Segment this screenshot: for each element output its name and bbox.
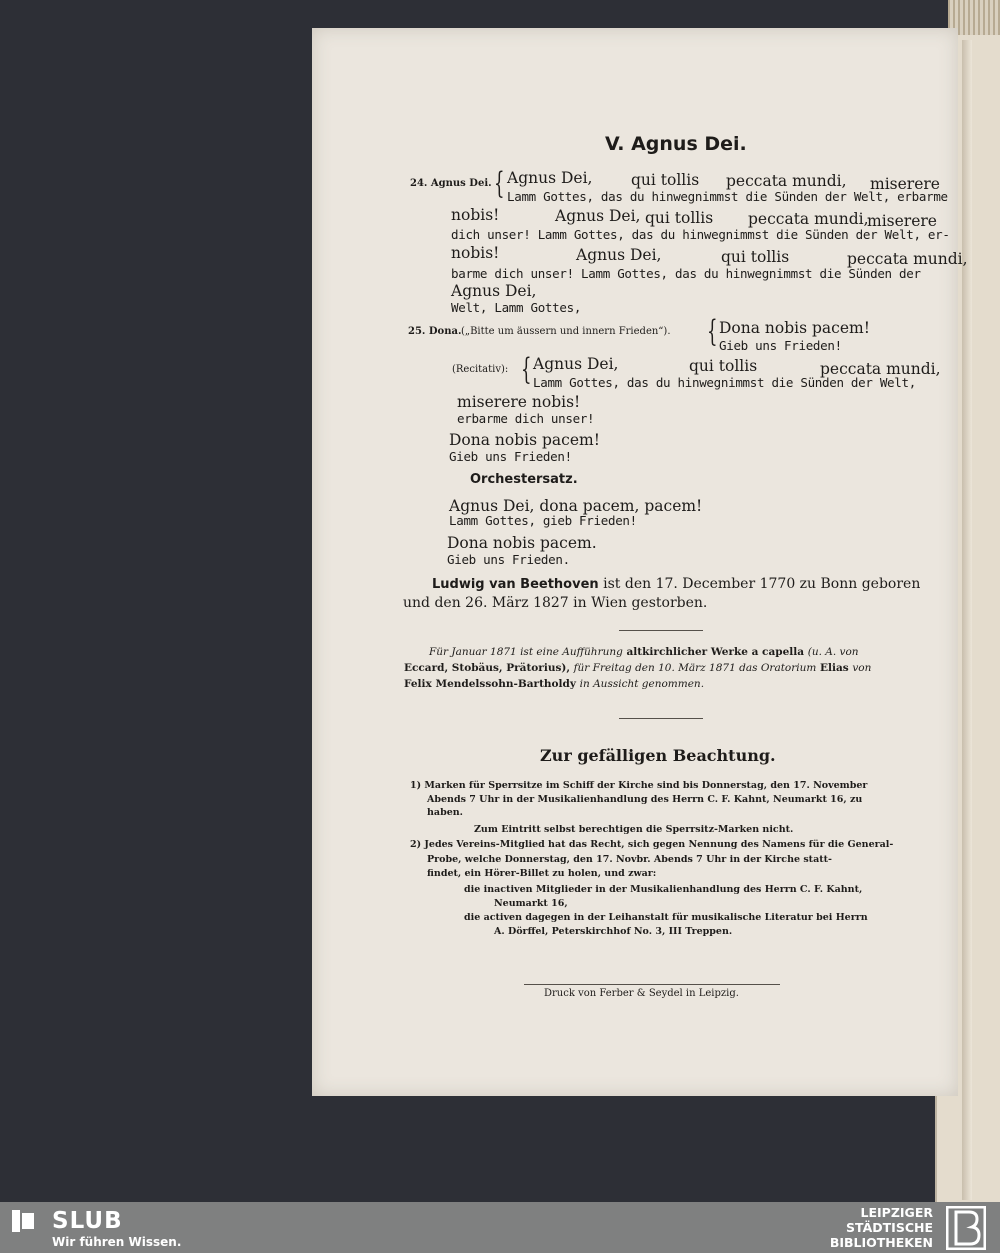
beethoven-text: ist den 17. December 1770 zu Bonn geboren [603, 576, 921, 592]
beethoven-name: Ludwig van Beethoven [432, 577, 599, 592]
announcement-line-1 [429, 646, 859, 658]
latin-text: nobis! [451, 206, 500, 224]
lsb-line: STÄDTISCHE [846, 1220, 933, 1235]
slub-tagline: Wir führen Wissen. [52, 1235, 182, 1249]
brace: { [494, 166, 505, 201]
notice-text: haben. [427, 807, 463, 818]
latin-text: peccata mundi, [820, 360, 941, 378]
slub-logo-icon [12, 1210, 34, 1232]
announcement-line-2 [404, 662, 871, 674]
divider [619, 718, 703, 719]
latin-text: peccata mundi, [748, 210, 869, 228]
announcement-text: in Aussicht genommen. [579, 678, 705, 690]
slub-name[interactable]: SLUB [52, 1208, 123, 1234]
announcement-text: Für Januar 1871 ist eine Aufführung [429, 646, 623, 658]
number-25-subtitle: („Bitte um äussern und innern Frieden“). [461, 326, 671, 337]
latin-text: Agnus Dei, [576, 246, 662, 264]
announcement-text: Elias [820, 662, 849, 674]
beethoven-line-1 [432, 576, 920, 592]
latin-text: Agnus Dei, [507, 169, 593, 187]
notice-text: 1) Marken für Sperrsitze im Schiff der Kirche sind bis Donnerstag, den 17. November [410, 780, 868, 791]
latin-text: qui tollis [721, 248, 790, 266]
german-text: Gieb uns Frieden! [719, 338, 842, 353]
notice-text: findet, ein Hörer-Billet zu holen, und zwar: [427, 868, 657, 879]
notice-text: 2) Jedes Vereins-Mitglied hat das Recht, sich gegen Nennung des Namens für die General- [410, 839, 894, 850]
latin-text: Dona nobis pacem! [719, 319, 870, 337]
notice-text: Probe, welche Donnerstag, den 17. Novbr. Abends 7 Uhr in der Kirche statt- [427, 854, 832, 865]
notice-text: Zum Eintritt selbst berechtigen die Sperrsitz-Marken nicht. [474, 824, 794, 835]
latin-text: Agnus Dei, [533, 355, 619, 373]
announcement-text: Felix Mendelssohn-Bartholdy [404, 678, 576, 690]
lsb-name[interactable] [830, 1205, 933, 1250]
recitativ-label: (Recitativ): [452, 364, 509, 375]
latin-text: peccata mundi, [726, 172, 847, 190]
notice-text: die activen dagegen in der Leihanstalt für musikalische Literatur bei Herrn [464, 912, 868, 923]
latin-text: miserere [867, 212, 937, 230]
number-24-label: 24. Agnus Dei. [410, 178, 492, 189]
latin-text: nobis! [451, 244, 500, 262]
latin-text: Dona nobis pacem. [447, 534, 597, 552]
brace: { [521, 352, 532, 387]
german-text: Lamm Gottes, gieb Frieden! [449, 513, 637, 528]
orchestersatz-heading: Orchestersatz. [470, 472, 578, 487]
german-text: Gieb uns Frieden! [449, 449, 572, 464]
latin-text: qui tollis [645, 209, 714, 227]
book-spine-shadow [962, 40, 972, 1200]
german-text: dich unser! Lamm Gottes, das du hinwegnimmst die Sünden der Welt, er- [451, 227, 950, 242]
german-text: Welt, Lamm Gottes, [451, 300, 582, 315]
latin-text: peccata mundi, [847, 250, 968, 268]
announcement-text: von [852, 662, 872, 674]
latin-text: miserere [870, 175, 940, 193]
brace: { [707, 314, 718, 349]
german-text: Lamm Gottes, das du hinwegnimmst die Sünden der Welt, erbarme [507, 189, 948, 204]
latin-text: miserere nobis! [457, 393, 581, 411]
latin-text: Agnus Dei, [555, 207, 641, 225]
german-text: Lamm Gottes, das du hinwegnimmst die Sünden der Welt, [533, 375, 916, 390]
announcement-text: altkirchlicher Werke a capella [626, 646, 805, 658]
announcement-line-3 [404, 678, 704, 690]
notice-title: Zur gefälligen Beachtung. [540, 746, 776, 765]
german-text: barme dich unser! Lamm Gottes, das du hinwegnimmst die Sünden der [451, 266, 921, 281]
divider [524, 984, 780, 985]
latin-text: qui tollis [631, 171, 700, 189]
latin-text: qui tollis [689, 357, 758, 375]
notice-text: Neumarkt 16, [494, 898, 568, 909]
announcement-text: Eccard, Stobäus, Prätorius), [404, 662, 570, 674]
lsb-line: LEIPZIGER [860, 1205, 933, 1220]
notice-text: A. Dörffel, Peterskirchhof No. 3, III Treppen. [494, 926, 733, 937]
footer-bar [0, 1202, 1000, 1253]
beethoven-line-2: und den 26. März 1827 in Wien gestorben. [403, 595, 708, 611]
document-page [312, 28, 968, 1096]
lsb-line: BIBLIOTHEKEN [829, 1235, 933, 1250]
number-25-label: 25. Dona. [408, 326, 462, 337]
section-title: V. Agnus Dei. [605, 133, 747, 155]
german-text: erbarme dich unser! [457, 411, 595, 426]
german-text: Gieb uns Frieden. [447, 552, 570, 567]
latin-text: Agnus Dei, [451, 282, 537, 300]
printer-imprint: Druck von Ferber & Seydel in Leipzig. [544, 988, 739, 999]
notice-text: Abends 7 Uhr in der Musikalienhandlung des Herrn C. F. Kahnt, Neumarkt 16, zu [427, 794, 863, 805]
announcement-text: für Freitag den 10. März 1871 das Oratorium [573, 662, 817, 674]
announcement-text: (u. A. von [807, 646, 859, 658]
divider [619, 630, 703, 631]
lsb-logo-icon [946, 1206, 986, 1250]
latin-text: Dona nobis pacem! [449, 431, 600, 449]
latin-text: Agnus Dei, dona pacem, pacem! [449, 497, 703, 515]
notice-text: die inactiven Mitglieder in der Musikalienhandlung des Herrn C. F. Kahnt, [464, 884, 863, 895]
